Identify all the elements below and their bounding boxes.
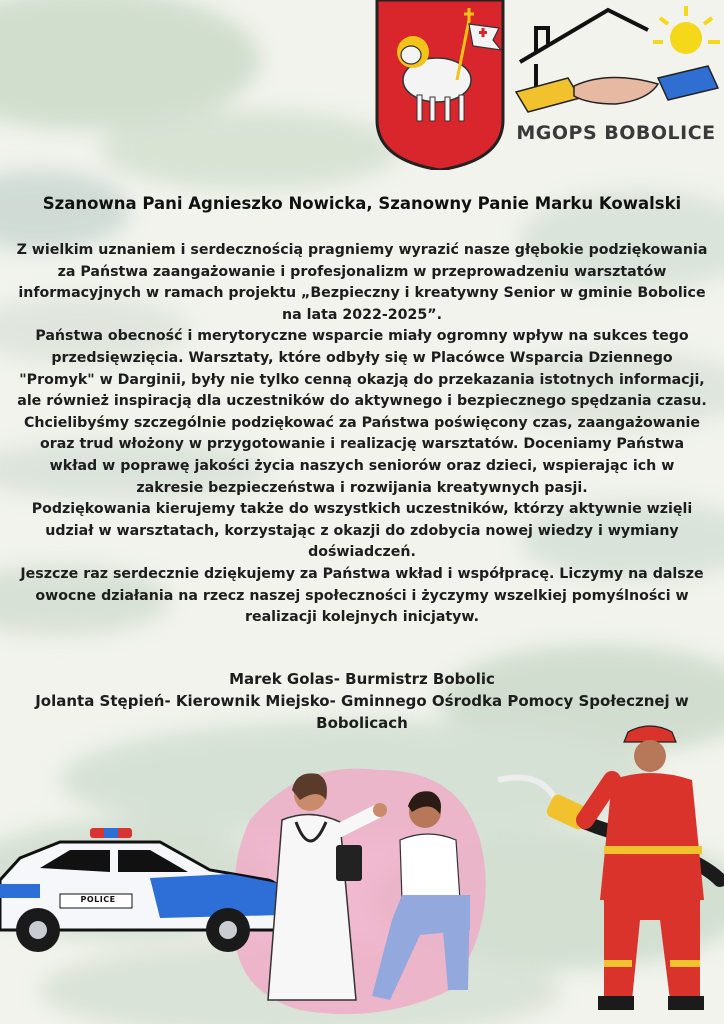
signature-mayor: Marek Golas- Burmistrz Bobolic: [229, 670, 495, 688]
signature-director: Jolanta Stępień- Kierownik Miejsko- Gminnego Ośrodka Pomocy Społecznej w Bobolicach: [35, 692, 689, 732]
mgops-logo: [508, 0, 724, 170]
illustration-scene: [0, 720, 724, 1024]
bobolice-crest-logo: [375, 0, 505, 170]
letter-greeting: Szanowna Pani Agnieszko Nowicka, Szanowny Panie Marku Kowalski: [42, 194, 682, 213]
letter-paragraph: Podziękowania kierujemy także do wszystkich uczestników, którzy aktywnie wzięli udział w warsztatach, korzystając z okazji do zdobycia nowej wiedzy i wymiany doświadczeń.: [31, 501, 693, 561]
police-car-icon: [0, 828, 282, 952]
letter-body: [14, 240, 710, 629]
letter-paragraph: Jeszcze raz serdecznie dziękujemy za Państwa wkład i współpracę. Liczymy na dalsze owocne działania na rzecz naszej społeczności i życzymy wszelkiej pomyślności w realizacji kolejnych inicjatyw.: [20, 565, 704, 626]
mgops-logo-text: MGOPS BOBOLICE: [516, 122, 716, 144]
police-label: POLICE: [80, 895, 116, 904]
house-hands-icon: [508, 0, 724, 170]
letter-paragraph: Państwa obecność i merytoryczne wsparcie miały ogromny wpływ na sukces tego przedsięwzięcia. Warsztaty, które odbyły się w Placówce Wsparcia Dziennego "Promyk" w Darginii, były nie tylko cenną okazją do przekazania istotnych informacji, ale również inspiracją dla uczestników do aktywnego i bezpiecznego spędzania czasu. Chcielibyśmy szczególnie podziękować za Państwa poświęcony czas, zaangażowanie oraz trud włożony w przygotowanie i realizację warsztatów. Doceniamy Państwa wkład w poprawę jakości życia naszych seniorów oraz dzieci, wspierając ich w zakresie bezpieczeństwa i rozwijania kreatywnych pasji.: [17, 328, 707, 496]
letter-paragraph: Z wielkim uznaniem i serdecznością pragniemy wyrazić nasze głębokie podziękowania za Państwa zaangażowanie i profesjonalizm w przeprowadzeniu warsztatów informacyjnych w ramach projektu „Bezpieczny i kreatywny Senior w gminie Bobolice na lata 2022-2025”.: [16, 242, 708, 323]
firefighter-figure: [498, 726, 720, 1010]
